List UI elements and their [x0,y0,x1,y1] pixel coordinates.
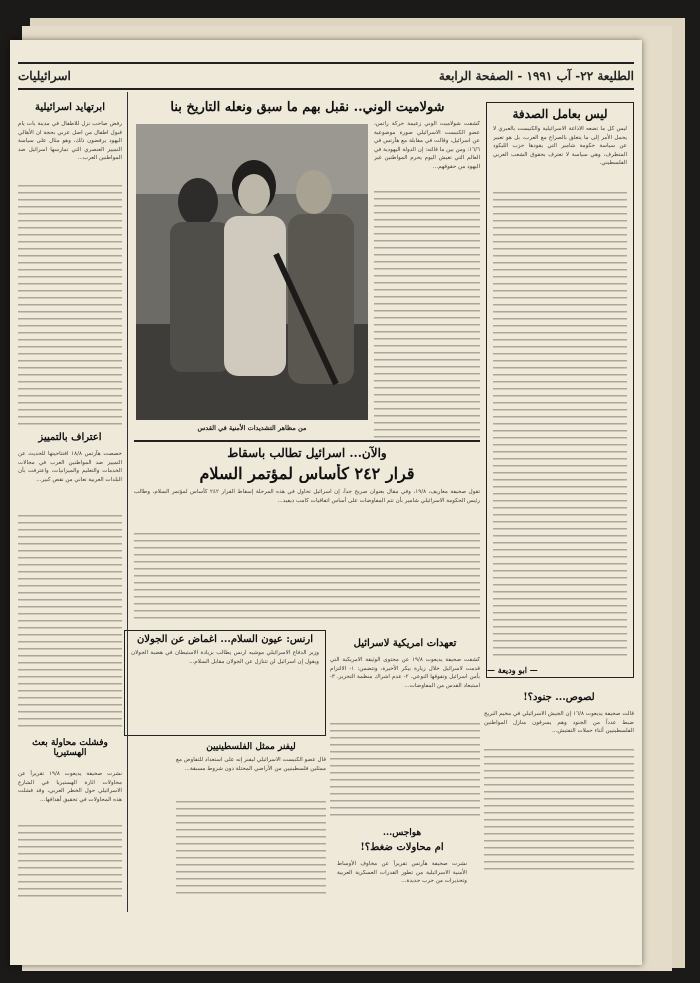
banner-top-rule [134,440,480,442]
left-text-1: رفض صاحب نزل للاطفال في مدينة بات يام قبول اطفال من اصل عربي بحجة ان الأهالي اليهود يرفضون ذلك، وهو مثال على سياسة التمييز العنصري التي تمارسها اسرائيل ضد المواطنين العرب... [18,121,122,161]
warnings-kicker: هواجس... [382,828,422,838]
banner-kicker: والآن... اسرائيل تطالب باسقاط [227,446,387,460]
left-body-3 [18,822,122,902]
left-headline-1: ابرتهايد اسرائيلية [35,102,105,113]
right-headline: ليس بعامل الصدفة [512,107,608,121]
warnings-headline: ام محاولات ضغط؟! [360,842,444,853]
left-body-2 [18,512,122,732]
left-body-1 [18,182,122,427]
right-lead: ليس كل ما تضعه الاذاعة الاسرائيلية والكنيست بالعبري لا يحمل الأمر إلى ما يتعلق بالصراع مع العرب، بل هو تعبير عن سياسة حكومة شامير التي يقودها حزب الليكود المتطرف، وهي سياسة لا تعترف بحقوق الشعب العربي الفلسطيني. [493,126,627,166]
center-top-headline: شولاميت الوني.. نقبل بهم ما سبق ونعله التاريخ بنا [170,100,445,115]
leader-body [176,798,326,898]
newspaper-page [10,40,642,965]
news-photo [136,124,368,420]
left-text-2: خصصت هآرتس ١٨/٨ افتتاحيتها للحديث عن التمييز ضد المواطنين العرب في مجالات الخدمات والتعليم والميزانيات، واعترفت بأن البلدات العربية تعاني من نقص كبير... [18,451,122,483]
right-article-box [486,102,634,678]
warnings-text: نشرت صحيفة هآرتس تقريراً عن مخاوف الأوساط الأمنية الاسرائيلية من تطور القدرات العسكرية العربية وتحذيرات من حرب جديدة... [337,861,467,884]
thieves-headline: لصوص... جنود؟! [523,692,595,703]
arens-box [124,630,326,736]
leader-headline: ليفنر ممثل الفلسطينيين [206,742,296,752]
us-headline: تعهدات امريكية لاسرائيل [353,638,457,649]
photo-caption: من مظاهر التشديدات الأمنية في القدس [197,424,307,432]
left-headline-3: وفشلت محاولة بعث الهستيريا [32,738,108,758]
center-top-body [374,188,480,438]
arens-headline: ارنس: عيون السلام... اغماض عن الجولان [136,634,314,645]
banner-body [134,530,480,622]
masthead-issue: الطليعة ٢٢- آب ١٩٩١ - الصفحة الرابعة [438,69,634,83]
us-body [330,720,480,820]
center-top-text: كشفت شولاميت الوني زعيمة حركة راتس، عضو الكنيست الاسرائيلي صورة موضوعية عن اسرائيل، وقالت في مقابلة مع هآرتس في ١٦/٦: ومن بين ما قالته: إن الدولة اليهودية في العالم التي تعيش اليوم يحرم المواطنين غير اليهود من حقوقهم... [374,121,480,170]
left-text-3: نشرت صحيفة يديعوت ١٩/٨ تقريراً عن محاولات اثارة الهستيريا في الشارع الاسرائيلي حول الخطر العربي، وقد فشلت هذه المحاولات في تحقيق أهدافها... [18,771,122,803]
leader-text: قال عضو الكنيست الاسرائيلي ليفنر إنه على استعداد للتفاوض مع ممثلين فلسطينيين من الأراضي المحتلة دون شروط مسبقة... [176,757,326,772]
banner-headline: قرار ٢٤٢ كأساس لمؤتمر السلام [199,464,415,483]
arens-text: وزير الدفاع الاسرائيلي موشيه ارنس يطالب بزيادة الاستيطان في هضبة الجولان ويقول إن اسرائيل لن تتنازل عن الجولان مقابل السلام... [131,650,319,665]
banner-text: تقول صحيفة معاريف، ١٩/٨، وفي مقال بعنوان صريح جداً، إن اسرائيل تحاول في هذه المرحلة إسقاط القرار ٢٤٢ كأساس لمؤتمر السلام، وطالب رئيس الحكومة الاسرائيلي شامير بأن تتم المفاوضات على أساس اتفاقيات كامب ديفيد... [134,489,480,504]
right-signature: — ابو وديعة — [487,665,538,675]
left-headline-2: اعتراف بالتمييز [38,432,102,443]
us-text: كشفت صحيفة يديعوت ١٩/٨ عن محتوى الوثيقة الامريكية التي قدمت لاسرائيل خلال زيارة بيكر الأخيرة، وتتضمن: ١- الالتزام بأمن اسرائيل وتفوقها النوعي. ٢- عدم اشراك منظمة التحرير. ٣- استبعاد القدس من المفاوضات... [330,657,480,689]
thieves-text: قالت صحيفة يديعوت ١٦/٨ إن الجيش الاسرائيلي في مخيم البريج ضبط عدداً من الجنود وهم يسرقون منازل المواطنين الفلسطينيين أثناء حملات التفتيش... [484,711,634,734]
masthead [18,62,634,90]
masthead-section: اسرائيليات [18,69,71,83]
left-column-rule [127,92,128,912]
thieves-body [484,746,634,872]
right-body-text [493,189,627,659]
